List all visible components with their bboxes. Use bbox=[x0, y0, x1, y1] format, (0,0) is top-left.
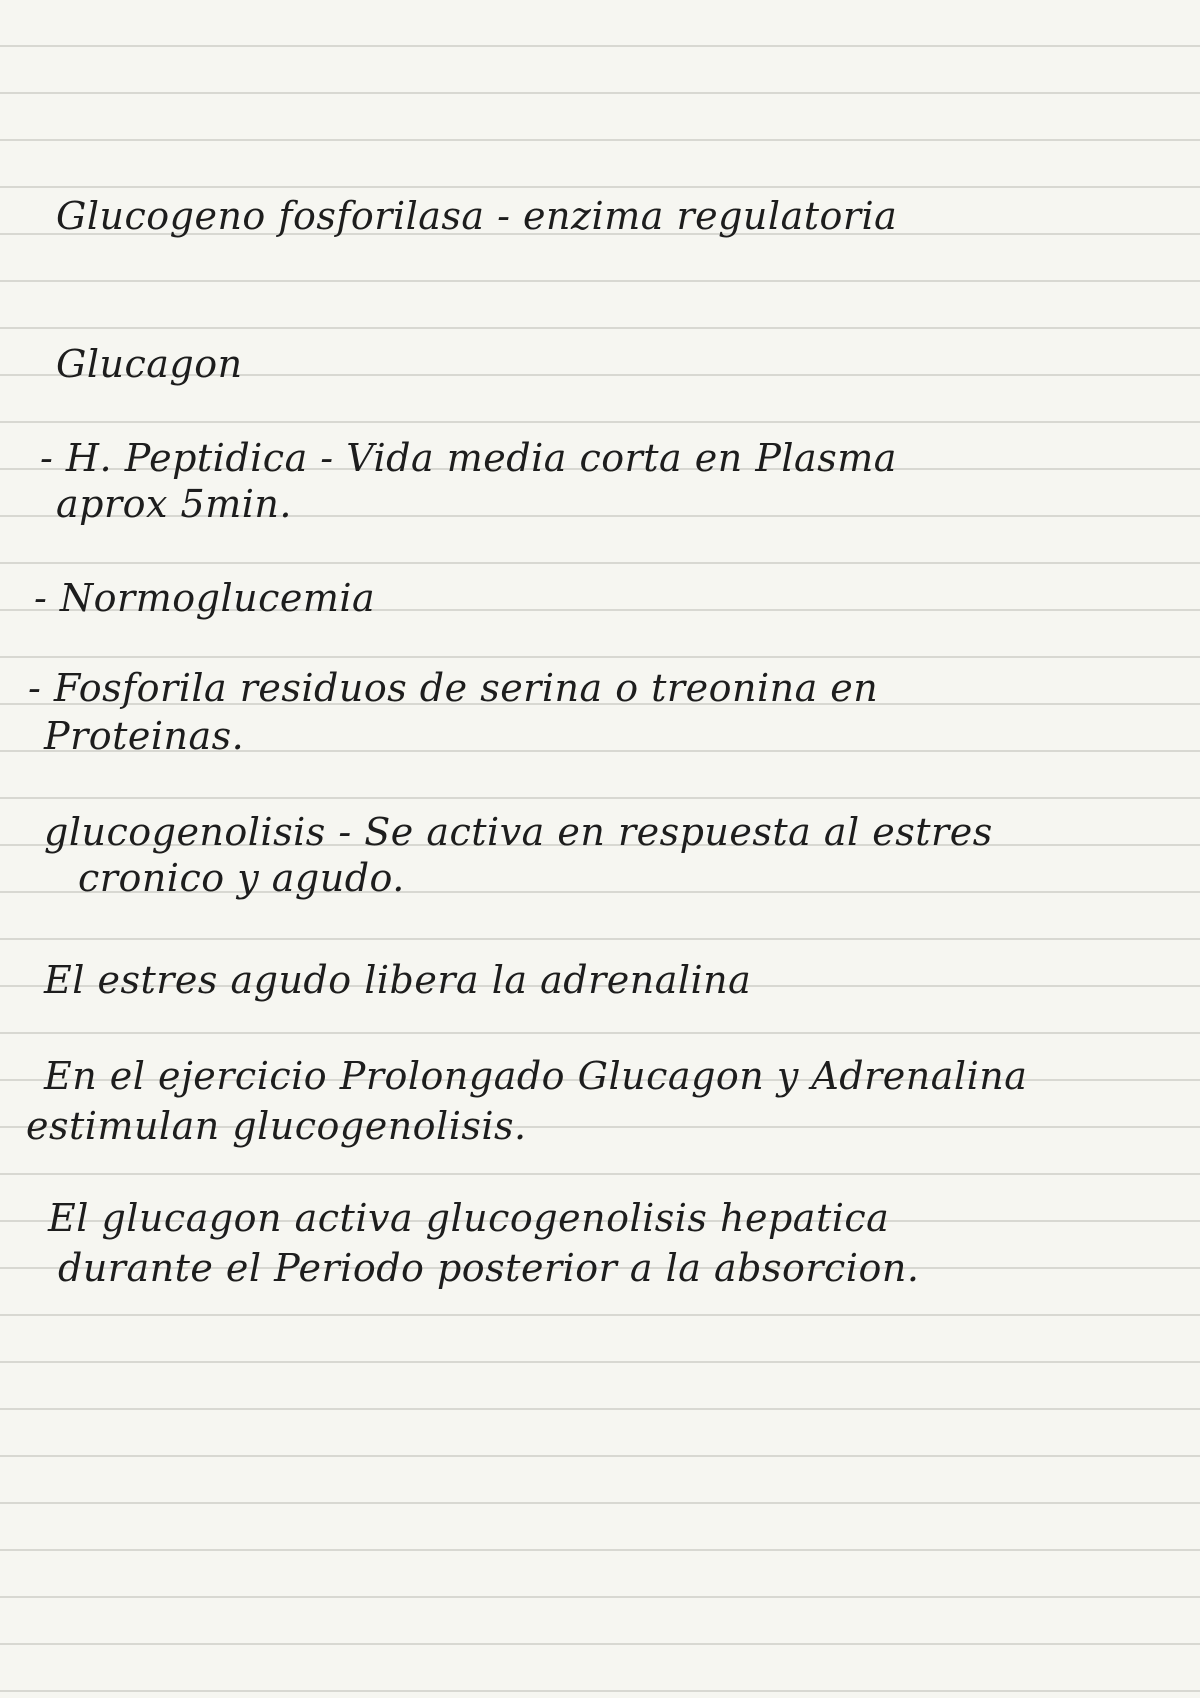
note-line-phosphorylates: - Fosforila residuos de serina o treonina en bbox=[28, 666, 879, 710]
note-line-stimulate: estimulan glucogenolisis. bbox=[26, 1104, 527, 1148]
note-line-post-absorptive: durante el Periodo posterior a la absorcion. bbox=[58, 1246, 920, 1290]
note-line-peptide-hormone: - H. Peptidica - Vida media corta en Plasma bbox=[40, 436, 897, 480]
note-line-title: Glucogeno fosforilasa - enzima regulatoria bbox=[56, 194, 898, 238]
note-line-exercise: En el ejercicio Prolongado Glucagon y Adrenalina bbox=[44, 1054, 1028, 1098]
note-line-normoglycemia: - Normoglucemia bbox=[34, 576, 376, 620]
note-line-glycogenolysis: glucogenolisis - Se activa en respuesta al estres bbox=[44, 810, 993, 854]
note-line-acute-stress: El estres agudo libera la adrenalina bbox=[44, 958, 752, 1002]
note-line-glucagon-heading: Glucagon bbox=[56, 342, 243, 386]
note-line-half-life: aprox 5min. bbox=[56, 482, 292, 526]
note-line-hepatic: El glucagon activa glucogenolisis hepatica bbox=[48, 1196, 890, 1240]
note-line-chronic-acute: cronico y agudo. bbox=[78, 856, 405, 900]
note-line-proteins: Proteinas. bbox=[44, 714, 245, 758]
